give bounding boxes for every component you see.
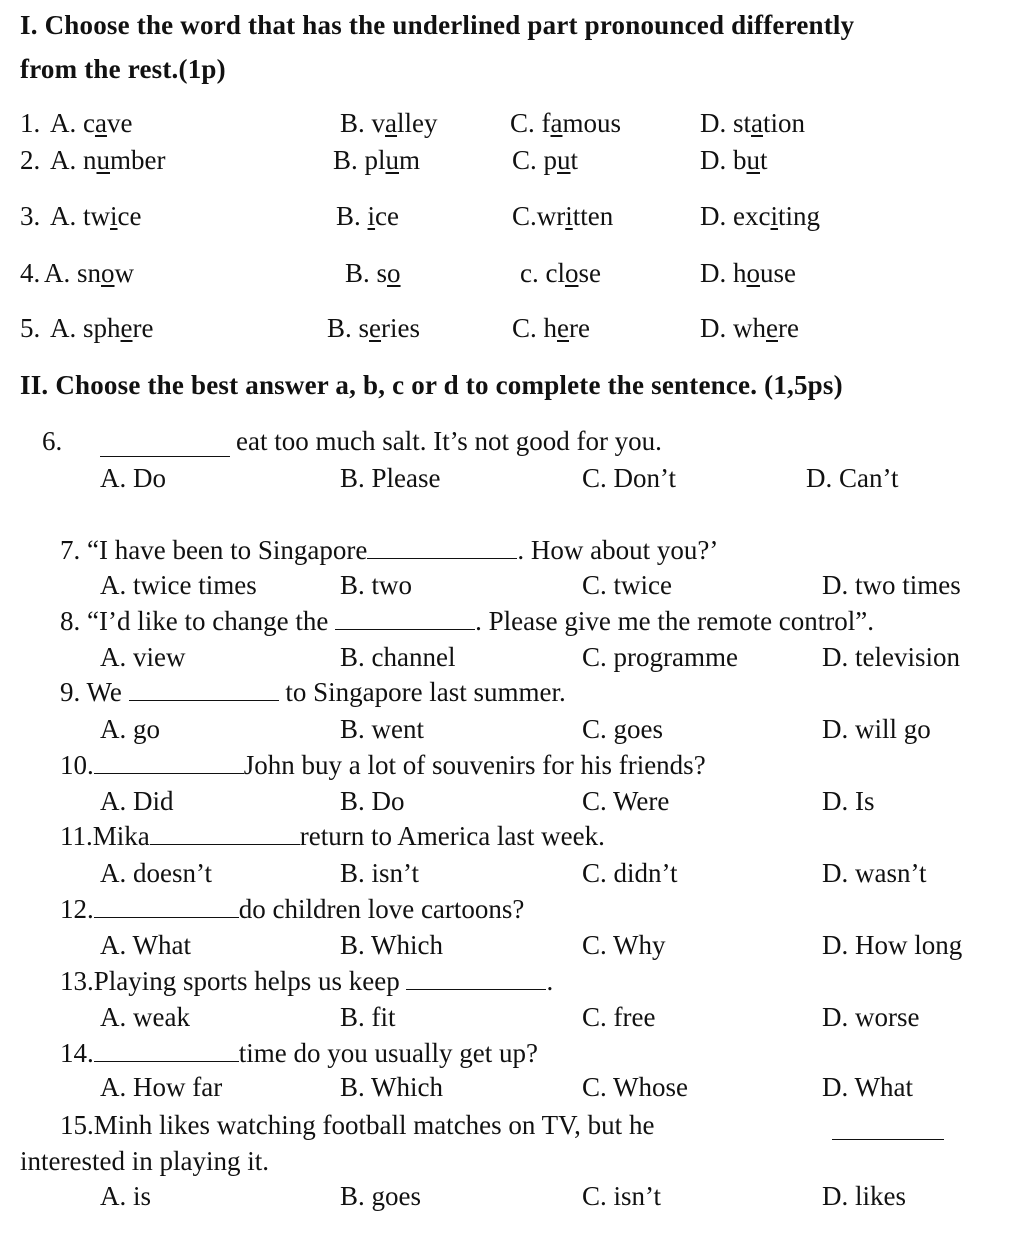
- question-11-text: 11.Mika return to America last week.: [60, 821, 605, 851]
- question-15-text: 15.Minh likes watching football matches on TV, but he: [60, 1110, 655, 1140]
- pronunciation-row-5-option-c: C. here: [512, 313, 590, 343]
- question-7-option-b: B. two: [340, 570, 413, 600]
- question-12-option-c: C. Why: [582, 930, 666, 960]
- pronunciation-row-2-number: 2.: [20, 145, 41, 175]
- question-15-option-a: A. is: [100, 1181, 152, 1211]
- question-15-option-c: C. isn’t: [582, 1181, 662, 1211]
- question-9-option-b: B. went: [340, 714, 424, 744]
- section2-heading: II. Choose the best answer a, b, c or d to complete the sentence. (1,5ps): [20, 370, 843, 400]
- pronunciation-row-1-option-d: D. station: [700, 108, 806, 138]
- question-8-option-a: A. view: [100, 642, 186, 672]
- question-6-text: eat too much salt. It’s not good for you.: [236, 426, 662, 456]
- question-13-option-a: A. weak: [100, 1002, 190, 1032]
- question-11-option-c: C. didn’t: [582, 858, 678, 888]
- pronunciation-row-5-number: 5.: [20, 313, 41, 343]
- pronunciation-row-2-option-a: A. number: [50, 145, 166, 175]
- pronunciation-row-5-option-b: B. series: [327, 313, 420, 343]
- section1-heading-line1: I. Choose the word that has the underlined part pronounced differently: [20, 10, 855, 40]
- pronunciation-row-5-option-a: A. sphere: [50, 313, 154, 343]
- pronunciation-row-3-option-a: A. twice: [50, 201, 142, 231]
- question-14-text: 14. time do you usually get up?: [60, 1038, 538, 1068]
- question-6-option-c: C. Don’t: [582, 463, 677, 493]
- question-6-option-a: A. Do: [100, 463, 166, 493]
- question-6-option-b: B. Please: [340, 463, 441, 493]
- question-15-text-cont: interested in playing it.: [20, 1146, 269, 1176]
- question-8-text: 8. “I’d like to change the . Please give me the remote control”.: [60, 606, 875, 636]
- question-11-option-d: D. wasn’t: [822, 858, 927, 888]
- question-9-text: 9. We to Singapore last summer.: [60, 677, 566, 707]
- pronunciation-row-4-option-b: B. so: [345, 258, 401, 288]
- question-7-option-d: D. two times: [822, 570, 961, 600]
- question-10-text: 10. John buy a lot of souvenirs for his friends?: [60, 750, 706, 780]
- question-11-option-a: A. doesn’t: [100, 858, 212, 888]
- question-12-option-a: A. What: [100, 930, 191, 960]
- question-6-option-d: D. Can’t: [806, 463, 899, 493]
- pronunciation-row-1-number: 1.: [20, 108, 41, 138]
- question-12-text: 12. do children love cartoons?: [60, 894, 525, 924]
- question-13-option-c: C. free: [582, 1002, 656, 1032]
- question-15-option-d: D. likes: [822, 1181, 906, 1211]
- question-13-option-b: B. fit: [340, 1002, 396, 1032]
- question-7-text: 7. “I have been to Singapore . How about you?’: [60, 535, 719, 565]
- pronunciation-row-5-option-d: D. where: [700, 313, 799, 343]
- question-10-option-c: C. Were: [582, 786, 670, 816]
- question-14-option-c: C. Whose: [582, 1072, 688, 1102]
- pronunciation-row-2-option-c: C. put: [512, 145, 579, 175]
- pronunciation-row-3-option-d: D. exciting: [700, 201, 820, 231]
- question-13-option-d: D. worse: [822, 1002, 920, 1032]
- question-11-option-b: B. isn’t: [340, 858, 420, 888]
- question-9-option-d: D. will go: [822, 714, 931, 744]
- question-10-option-d: D. Is: [822, 786, 875, 816]
- pronunciation-row-3-option-c: C.written: [512, 201, 614, 231]
- question-8-option-d: D. television: [822, 642, 960, 672]
- pronunciation-row-1-option-b: B. valley: [340, 108, 438, 138]
- pronunciation-row-1-option-a: A. cave: [50, 108, 133, 138]
- pronunciation-row-2-option-b: B. plum: [333, 145, 421, 175]
- question-13-text: 13.Playing sports helps us keep .: [60, 966, 554, 996]
- pronunciation-row-4-option-d: D. house: [700, 258, 796, 288]
- question-8-option-c: C. programme: [582, 642, 738, 672]
- question-6-number: 6.: [42, 426, 63, 456]
- pronunciation-row-4-number: 4.: [20, 258, 41, 288]
- question-14-option-a: A. How far: [100, 1072, 223, 1102]
- question-14-option-d: D. What: [822, 1072, 913, 1102]
- pronunciation-row-3-number: 3.: [20, 201, 41, 231]
- question-9-option-c: C. goes: [582, 714, 663, 744]
- pronunciation-row-4-option-a: A. snow: [44, 258, 135, 288]
- question-12-option-b: B. Which: [340, 930, 443, 960]
- question-6-blank: [100, 455, 230, 457]
- question-15-option-b: B. goes: [340, 1181, 421, 1211]
- question-12-option-d: D. How long: [822, 930, 963, 960]
- question-14-option-b: B. Which: [340, 1072, 443, 1102]
- question-15-blank: [832, 1138, 944, 1140]
- pronunciation-row-3-option-b: B. ice: [336, 201, 399, 231]
- question-7-option-c: C. twice: [582, 570, 672, 600]
- pronunciation-row-1-option-c: C. famous: [510, 108, 621, 138]
- question-8-option-b: B. channel: [340, 642, 456, 672]
- question-10-option-a: A. Did: [100, 786, 174, 816]
- pronunciation-row-4-option-c: c. close: [520, 258, 601, 288]
- section1-heading-line2: from the rest.(1p): [20, 54, 226, 84]
- question-7-option-a: A. twice times: [100, 570, 257, 600]
- question-9-option-a: A. go: [100, 714, 160, 744]
- pronunciation-row-2-option-d: D. but: [700, 145, 768, 175]
- question-10-option-b: B. Do: [340, 786, 405, 816]
